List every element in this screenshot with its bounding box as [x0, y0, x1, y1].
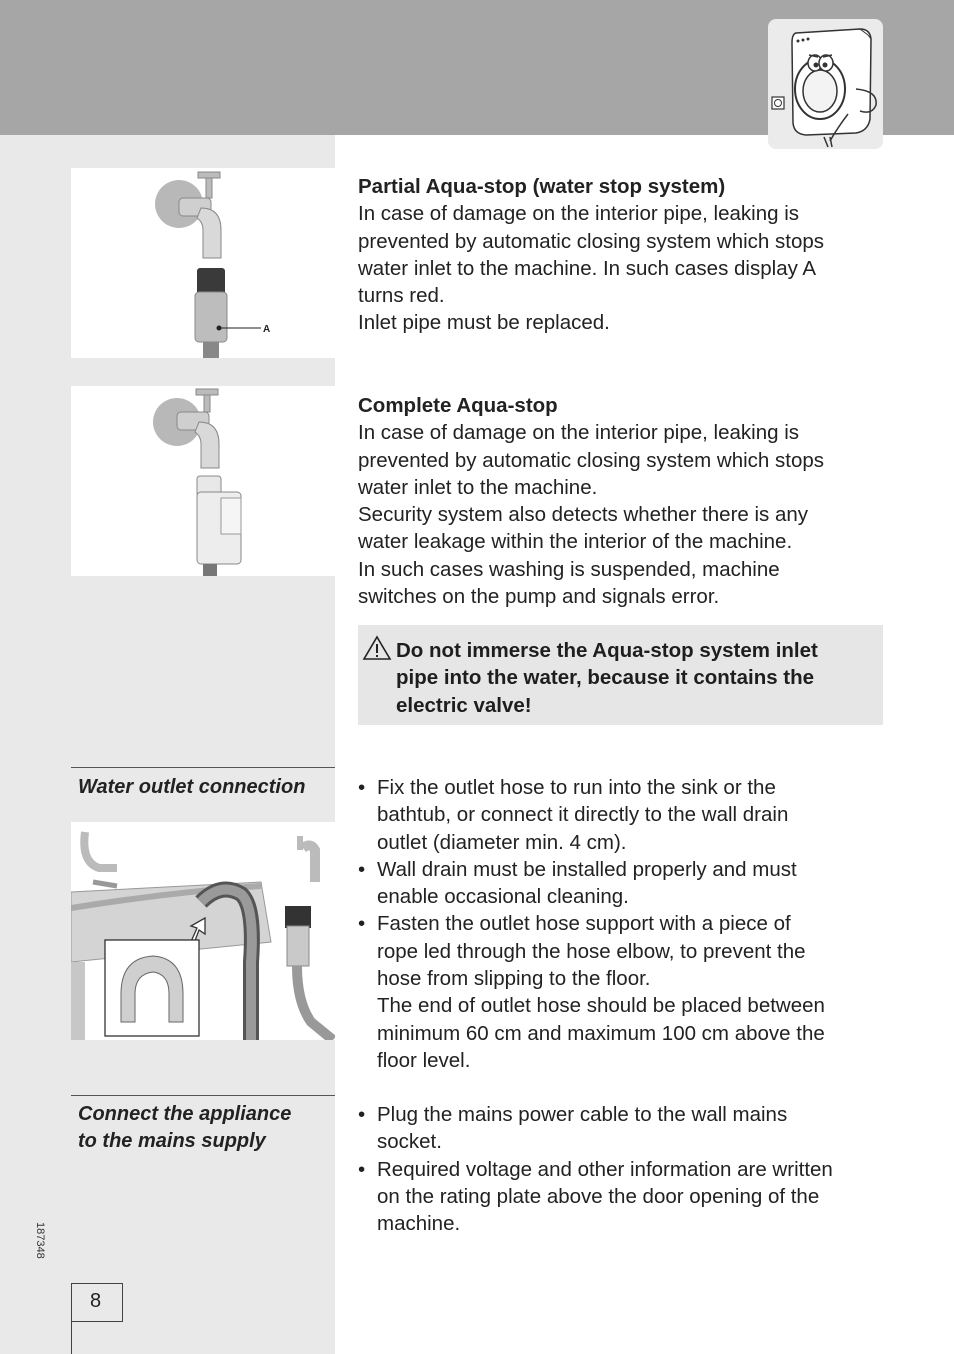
- water-outlet-figure: [71, 822, 335, 1040]
- bullet-icon: •: [358, 1157, 366, 1181]
- outlet-bullet-list: [358, 774, 888, 1074]
- complete-aquastop-title: Complete Aqua-stop: [358, 394, 558, 417]
- section-divider: [71, 767, 335, 768]
- partial-aquastop-line: Inlet pipe must be replaced.: [358, 311, 610, 335]
- page-number: 8: [90, 1290, 102, 1312]
- mains-heading-line: Connect the appliance: [78, 1103, 292, 1125]
- warning-box: [358, 625, 883, 725]
- list-item: [358, 856, 888, 911]
- complete-aquastop-figure: [71, 386, 335, 576]
- complete-aquastop-line: prevented by automatic closing system which stops: [358, 448, 825, 472]
- outlet-bullet-line: The end of outlet hose should be placed between: [377, 994, 825, 1018]
- outlet-bullet-line: floor level.: [377, 1048, 471, 1072]
- page-margin-line: [71, 1320, 72, 1354]
- list-item: [358, 1156, 888, 1238]
- mains-bullet-line: socket.: [377, 1130, 442, 1154]
- bullet-icon: •: [358, 1103, 366, 1126]
- warning-text: [396, 637, 876, 719]
- partial-aquastop-line: water inlet to the machine. In such cases display A: [358, 256, 817, 280]
- section-divider: [71, 1095, 335, 1096]
- mains-bullet-line: on the rating plate above the door opening of the: [377, 1184, 820, 1208]
- complete-aquastop-line: Security system also detects whether there is any: [358, 503, 809, 527]
- outlet-bullet-line: outlet (diameter min. 4 cm).: [377, 830, 627, 854]
- warning-line: electric valve!: [396, 693, 532, 717]
- partial-aquastop-text: [358, 173, 898, 337]
- outlet-bullet-line: rope led through the hose elbow, to prevent the: [377, 939, 806, 963]
- mains-bullet-line: Plug the mains power cable to the wall mains: [377, 1103, 788, 1126]
- mains-bullet-list: [358, 1101, 888, 1237]
- partial-aquastop-line: turns red.: [358, 284, 445, 308]
- bullet-icon: •: [358, 776, 366, 799]
- complete-aquastop-line: switches on the pump and signals error.: [358, 585, 720, 609]
- partial-aquastop-line: In case of damage on the interior pipe, leaking is: [358, 202, 800, 226]
- partial-aquastop-line: prevented by automatic closing system which stops: [358, 229, 825, 253]
- outlet-bullet-line: minimum 60 cm and maximum 100 cm above the: [377, 1021, 825, 1045]
- outlet-bullet-line: enable occasional cleaning.: [377, 885, 629, 909]
- complete-aquastop-line: In case of damage on the interior pipe, leaking is: [358, 421, 800, 445]
- partial-aquastop-title: Partial Aqua-stop (water stop system): [358, 175, 726, 198]
- list-item: [358, 1101, 888, 1156]
- complete-aquastop-text: [358, 392, 898, 610]
- mains-bullet-line: machine.: [377, 1212, 461, 1236]
- complete-aquastop-line: water inlet to the machine.: [358, 475, 598, 499]
- water-outlet-heading: Water outlet connection: [78, 776, 306, 798]
- outlet-bullet-line: hose from slipping to the floor.: [377, 967, 651, 991]
- washing-machine-mascot-icon: [768, 19, 883, 149]
- partial-aquastop-figure: [71, 168, 335, 358]
- mains-bullet-line: Required voltage and other information are written: [377, 1157, 833, 1181]
- mains-heading: [78, 1101, 330, 1156]
- complete-aquastop-line: water leakage within the interior of the machine.: [358, 530, 793, 554]
- outlet-bullet-line: Wall drain must be installed properly and must: [377, 857, 797, 881]
- outlet-bullet-line: Fix the outlet hose to run into the sink or the: [377, 776, 776, 799]
- complete-aquastop-line: In such cases washing is suspended, machine: [358, 557, 780, 581]
- bullet-icon: •: [358, 857, 366, 881]
- outlet-bullet-line: bathtub, or connect it directly to the wall drain: [377, 803, 789, 827]
- outlet-bullet-line: Fasten the outlet hose support with a piece of: [377, 912, 791, 936]
- list-item: [358, 910, 888, 1074]
- bullet-icon: •: [358, 912, 366, 936]
- warning-line: pipe into the water, because it contains the: [396, 666, 815, 690]
- mains-heading-line: to the mains supply: [78, 1130, 266, 1153]
- document-number: 187348: [34, 1222, 46, 1259]
- warning-triangle-icon: [362, 635, 392, 661]
- page-number-box: [71, 1283, 123, 1322]
- warning-line: Do not immerse the Aqua-stop system inlet: [396, 639, 818, 662]
- figure-label-a: A: [263, 324, 271, 335]
- list-item: [358, 774, 888, 856]
